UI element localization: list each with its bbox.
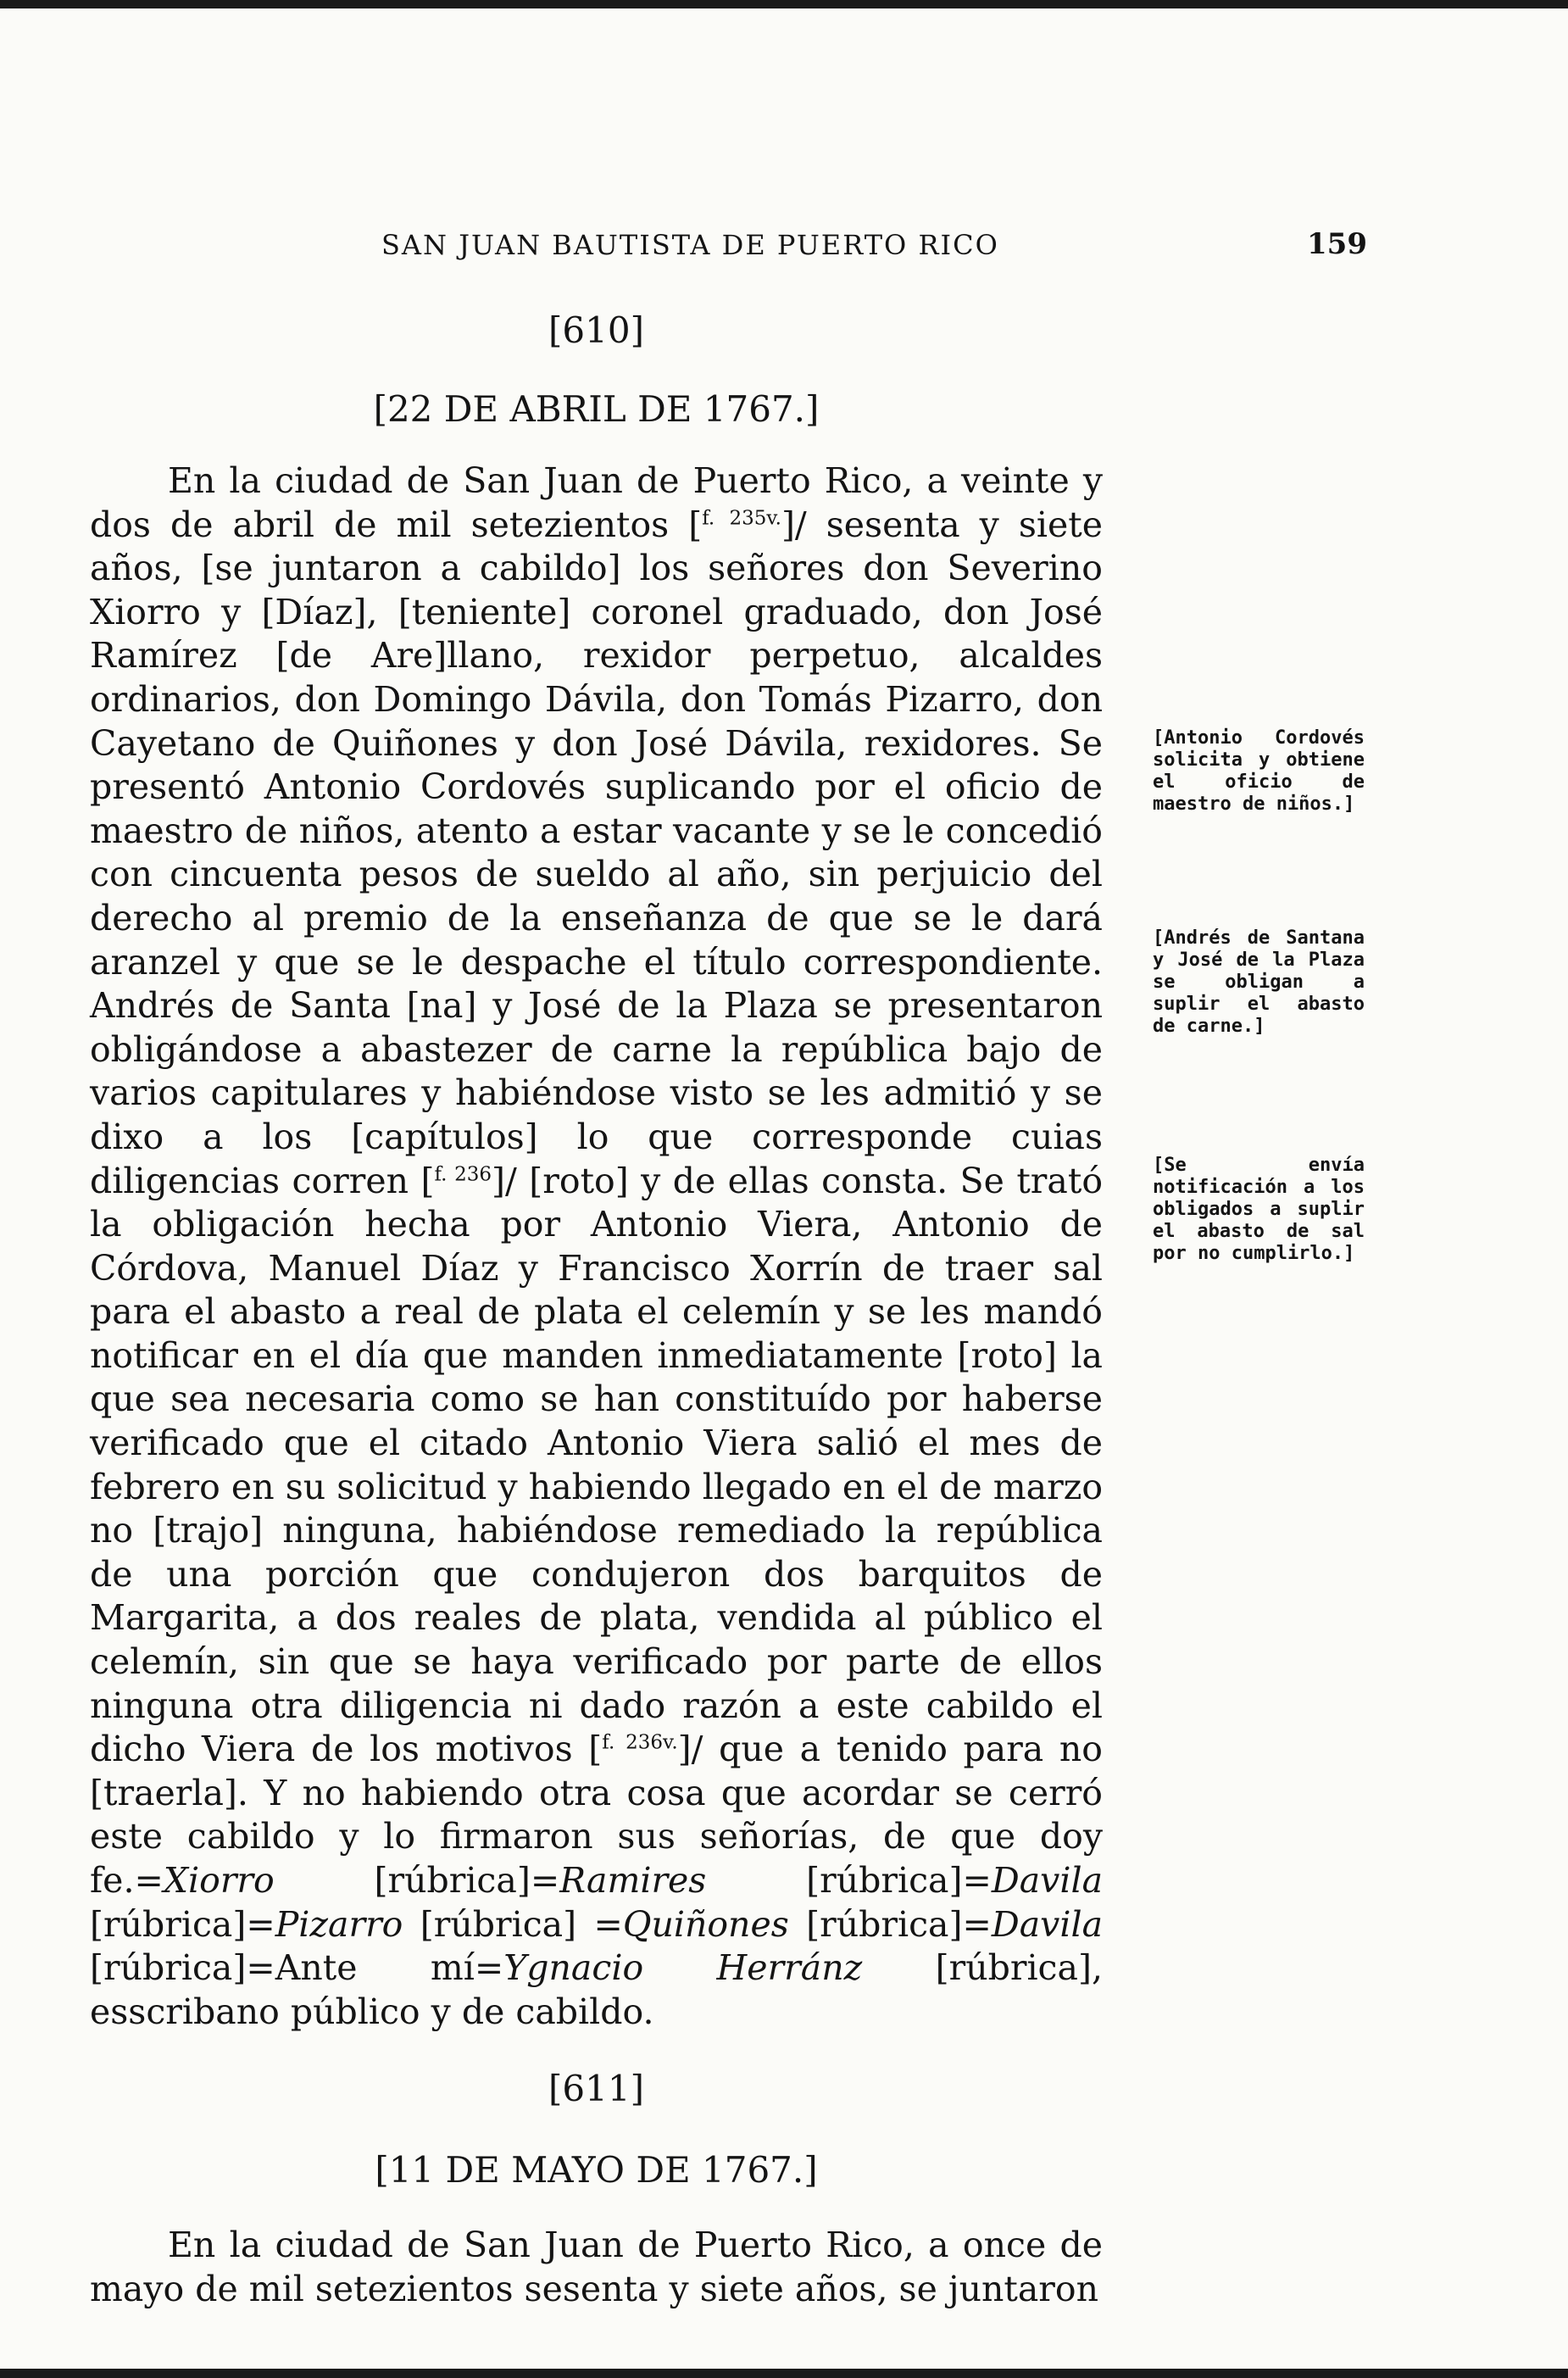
main-text-column xyxy=(90,309,1103,2312)
margin-note-carne: [Andrés de Santana y José de la Plaza se obligan a suplir el abasto de carne.] xyxy=(1153,927,1365,1037)
margin-note-cordoves: [Antonio Cordovés solicita y obtiene el oficio de maestro de niños.] xyxy=(1153,727,1365,815)
rubrica: [rúbrica]= xyxy=(274,1860,560,1901)
paragraph-text: [roto] y de ellas consta. Se trató la obligación hecha por Antonio Viera, Antonio de Córdova, Manuel Díaz y Francisco Xorrín de traer sal para el abasto a real de plata el celemín y se les mandó notificar en el día que manden inmediatamente [roto] la que sea necesaria como se han constituído por haberse verificado que el citado Antonio Viera salió el mes de febrero en su solicitud y habiendo llegado en el de marzo no [trajo] ninguna, habiéndose remediado la república de una porción que condujeron dos barquitos de Margarita, a dos reales de plata, vendida al público el celemín, sin que se haya verificado por parte de ellos ninguna otra diligencia ni dado razón a este cabildo el dicho Viera de los motivos xyxy=(90,1160,1104,1770)
entry-date: [22 DE ABRIL DE 1767.] xyxy=(373,388,820,430)
scan-border-bottom xyxy=(0,2369,1568,2378)
paragraph-text: En la ciudad de San Juan de Puerto Rico, a veinte y dos de abril de mil setezientos xyxy=(90,460,1103,545)
folio-ref-open: [ xyxy=(688,504,703,545)
entry-paragraph xyxy=(90,459,1103,2034)
rubrica: [rúbrica]= xyxy=(90,1903,275,1945)
folio-ref-open: [ xyxy=(588,1729,603,1770)
margin-note-sal: [Se envía notificación a los obligados a suplir el abasto de sal por no cumplirlo.] xyxy=(1153,1155,1365,1264)
folio-ref-close: ]/ xyxy=(677,1729,703,1770)
signature-davila: Davila xyxy=(991,1860,1104,1901)
folio-ref-open: [ xyxy=(420,1160,435,1201)
rubrica: [rúbrica]= xyxy=(706,1860,992,1901)
signature-ramires: Ramires xyxy=(559,1860,707,1901)
entry-number: [610] xyxy=(548,309,644,351)
signature-quinones: Quiñones xyxy=(622,1903,789,1945)
signature-xiorro: Xiorro xyxy=(163,1860,275,1901)
paragraph-text: sesenta y siete años, [se juntaron a cabildo] los señores don Severino Xiorro y [Díaz], [teniente] coronel graduado, don José Ramírez [de Are]llano, rexidor perpetuo, alcaldes ordinarios, don Domingo Dávila, don Tomás Pizarro, don Cayetano de Quiñones y don José Dávila, rexidores. Se presentó Antonio Cordovés suplicando por el oficio de maestro de niños, atento a estar vacante y se le concedió con cincuenta pesos de sueldo al año, sin perjuicio del derecho al premio de la enseñanza de que se le dará aranzel y que se le despache el título correspondiente. Andrés de Santa [na] y José de la Plaza se presentaron obligándose a abastezer de carne la república bajo de varios capitulares y habiéndose visto se les admitió y se dixo a los [capítulos] lo que corresponde cuias diligencias corren xyxy=(90,504,1103,1201)
entry-date: [11 DE MAYO DE 1767.] xyxy=(375,2149,818,2191)
entry-610 xyxy=(90,309,1103,2034)
entry-paragraph: En la ciudad de San Juan de Puerto Rico, a once de mayo de mil setezientos sesenta y siete años, se juntaron xyxy=(90,2225,1103,2309)
paragraph-text: que a tenido para no [traerla]. Y no habiendo otra cosa que acordar se cerró este cabildo y lo firmaron sus señorías, de que doy fe.= xyxy=(90,1729,1103,1901)
signature-davila: Davila xyxy=(991,1903,1104,1945)
rubrica: [rúbrica] = xyxy=(403,1903,623,1945)
folio-ref: f. 236v. xyxy=(602,1731,678,1754)
scan-border-top xyxy=(0,0,1568,8)
page-number: 159 xyxy=(1307,227,1367,261)
folio-ref: f. 236 xyxy=(434,1162,492,1185)
closing-text: [rúbrica], esscribano público y de cabildo. xyxy=(90,1947,1103,2032)
folio-ref-close: ]/ xyxy=(492,1160,517,1201)
entry-number: [611] xyxy=(548,2068,644,2110)
folio-ref-close: ]/ xyxy=(781,504,807,545)
rubrica: [rúbrica]=Ante mí= xyxy=(90,1947,504,1989)
signature-pizarro: Pizarro xyxy=(275,1903,403,1945)
rubrica: [rúbrica]= xyxy=(788,1903,992,1945)
entry-611 xyxy=(90,2068,1103,2311)
folio-ref: f. 235v. xyxy=(702,506,781,529)
running-title: SAN JUAN BAUTISTA DE PUERTO RICO xyxy=(381,229,999,261)
signature-herranz: Ygnacio Herránz xyxy=(503,1947,863,1989)
